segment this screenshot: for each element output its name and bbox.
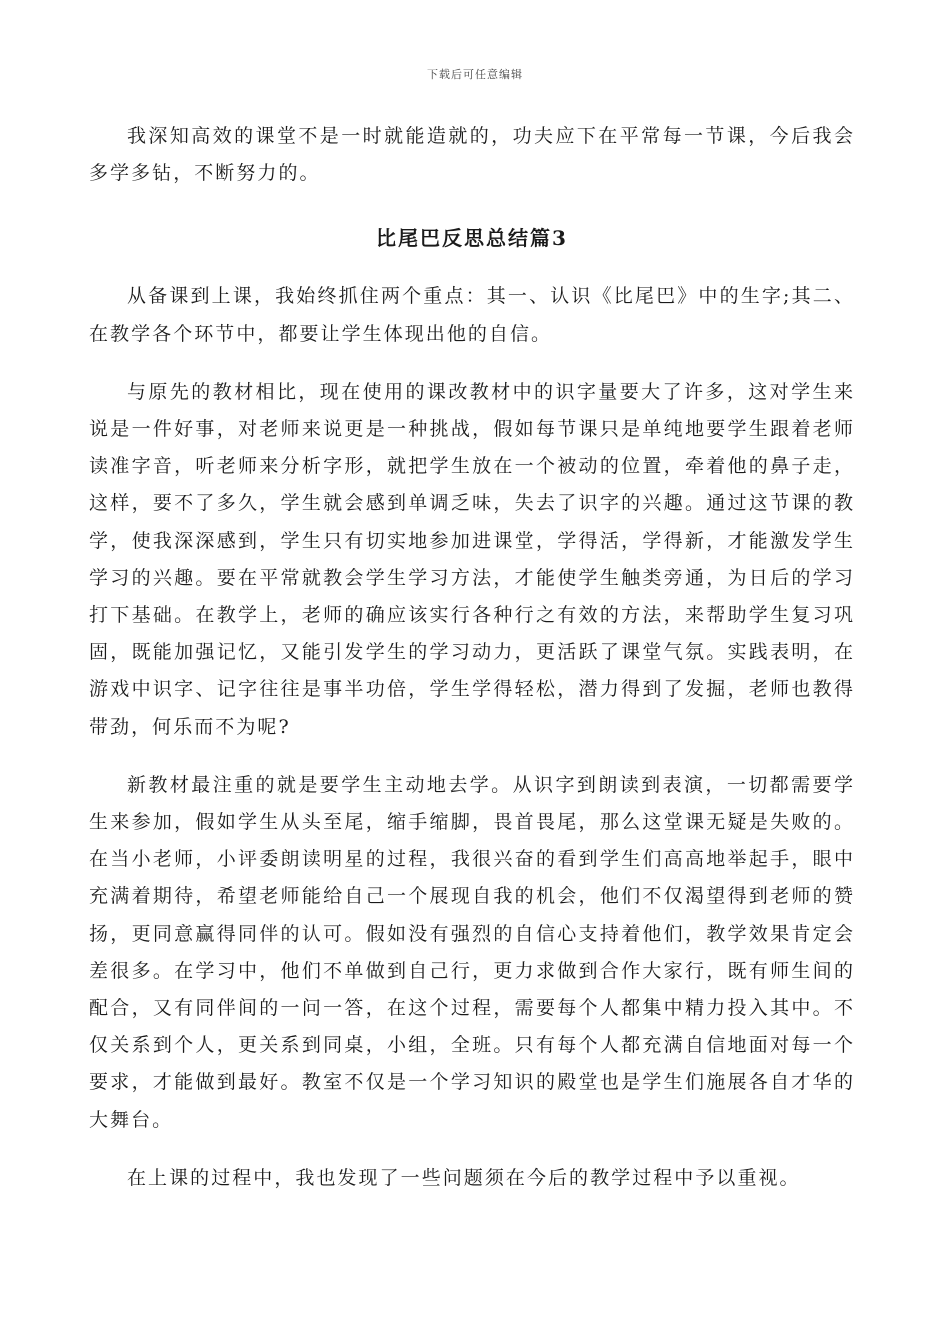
page-header-note: 下载后可任意编辑	[427, 68, 523, 81]
paragraph-2: 与原先的教材相比，现在使用的课改教材中的识字量要大了许多，这对学生来说是一件好事，对老师来说更是一种挑战，假如每节课只是单纯地要学生跟着老师读准字音，听老师来分析字形，就把学生放在一个被动的位置，牵着他的鼻子走，这样，要不了多久，学生就会感到单调乏味，失去了识字的兴趣。通过这节课的教学，使我深深感到，学生只有切实地参加进课堂，学得活，学得新，才能激发学生学习的兴趣。要在平常就教会学生学习方法，才能使学生触类旁通，为日后的学习打下基础。在教学上，老师的确应该实行各种行之有效的方法，来帮助学生复习巩固，既能加强记忆，又能引发学生的学习动力，更活跃了课堂气氛。实践表明，在游戏中识字、记字往往是事半功倍，学生学得轻松，潜力得到了发掘，老师也教得带劲，何乐而不为呢?	[89, 380, 855, 738]
paragraph-4: 在上课的过程中，我也发现了一些问题须在今后的教学过程中予以重视。	[127, 1166, 801, 1189]
section-title: 比尾巴反思总结篇3	[376, 226, 568, 251]
paragraph-3: 新教材最注重的就是要学生主动地去学。从识字到朗读到表演，一切都需要学生来参加，假如学生从头至尾，缩手缩脚，畏首畏尾，那么这堂课无疑是失败的。在当小老师，小评委朗读明星的过程，我很兴奋的看到学生们高高地举起手，眼中充满着期待，希望老师能给自己一个展现自我的机会，他们不仅渴望得到老师的赞扬，更同意赢得同伴的认可。假如没有强烈的自信心支持着他们，教学效果肯定会差很多。在学习中，他们不单做到自己行，更力求做到合作大家行，既有师生间的配合，又有同伴间的一问一答，在这个过程，需要每个人都集中精力投入其中。不仅关系到个人，更关系到同桌，小组，全班。只有每个人都充满自信地面对每一个要求，才能做到最好。教室不仅是一个学习知识的殿堂也是学生们施展各自才华的大舞台。	[89, 773, 855, 1131]
document-body	[89, 118, 855, 1197]
paragraph-1: 从备课到上课，我始终抓住两个重点：其一、认识《比尾巴》中的生字;其二、在教学各个环节中，都要让学生体现出他的自信。	[89, 285, 855, 345]
intro-paragraph: 我深知高效的课堂不是一时就能造就的，功夫应下在平常每一节课，今后我会多学多钻，不断努力的。	[89, 125, 855, 185]
